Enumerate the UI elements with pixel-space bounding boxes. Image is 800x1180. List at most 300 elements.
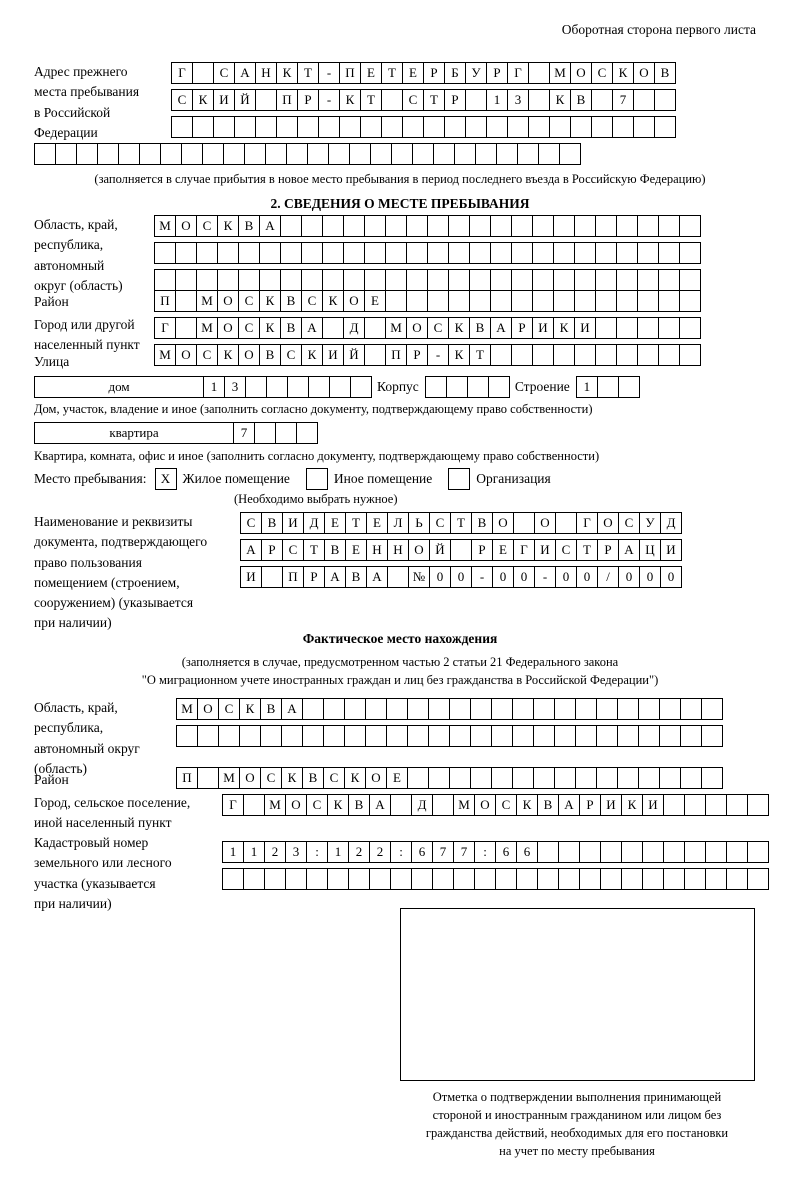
form-cell[interactable]: В	[570, 89, 592, 111]
actual-region-row-2[interactable]	[176, 725, 722, 747]
form-cell[interactable]	[533, 725, 555, 747]
form-cell[interactable]	[490, 215, 512, 237]
form-cell[interactable]	[175, 290, 197, 312]
form-cell[interactable]: К	[217, 344, 239, 366]
form-cell[interactable]: А	[366, 566, 388, 588]
form-cell[interactable]	[301, 269, 323, 291]
street-row[interactable]	[154, 344, 700, 366]
form-cell[interactable]	[726, 841, 748, 863]
form-cell[interactable]	[306, 868, 328, 890]
form-cell[interactable]	[616, 242, 638, 264]
region-row-2[interactable]	[154, 242, 700, 264]
form-cell[interactable]	[575, 698, 597, 720]
form-cell[interactable]	[637, 269, 659, 291]
form-cell[interactable]: 0	[492, 566, 514, 588]
form-cell[interactable]	[448, 215, 470, 237]
form-cell[interactable]: В	[537, 794, 559, 816]
form-cell[interactable]	[254, 422, 276, 444]
form-cell[interactable]	[301, 242, 323, 264]
region-row-1[interactable]	[154, 215, 700, 237]
form-cell[interactable]	[596, 767, 618, 789]
form-cell[interactable]	[281, 725, 303, 747]
form-cell[interactable]: А	[558, 794, 580, 816]
form-cell[interactable]	[680, 767, 702, 789]
form-cell[interactable]: И	[532, 317, 554, 339]
form-cell[interactable]: К	[344, 767, 366, 789]
form-cell[interactable]: О	[175, 344, 197, 366]
form-cell[interactable]	[747, 794, 769, 816]
form-cell[interactable]	[427, 290, 449, 312]
form-cell[interactable]	[726, 868, 748, 890]
form-cell[interactable]: №	[408, 566, 430, 588]
form-cell[interactable]: С	[196, 215, 218, 237]
form-cell[interactable]: Т	[423, 89, 445, 111]
form-cell[interactable]: И	[282, 512, 304, 534]
form-cell[interactable]	[638, 767, 660, 789]
form-cell[interactable]: В	[324, 539, 346, 561]
form-cell[interactable]	[663, 794, 685, 816]
form-cell[interactable]: С	[196, 344, 218, 366]
form-cell[interactable]	[76, 143, 98, 165]
form-cell[interactable]: Б	[444, 62, 466, 84]
form-cell[interactable]	[448, 269, 470, 291]
form-cell[interactable]	[364, 242, 386, 264]
form-cell[interactable]: М	[196, 317, 218, 339]
form-cell[interactable]	[659, 725, 681, 747]
region-row-3[interactable]	[154, 269, 700, 291]
form-cell[interactable]	[511, 269, 533, 291]
form-cell[interactable]	[554, 725, 576, 747]
form-cell[interactable]: М	[549, 62, 571, 84]
form-cell[interactable]: :	[390, 841, 412, 863]
form-cell[interactable]: В	[280, 290, 302, 312]
form-cell[interactable]	[574, 242, 596, 264]
form-cell[interactable]	[538, 143, 560, 165]
form-cell[interactable]: К	[339, 89, 361, 111]
form-cell[interactable]	[364, 215, 386, 237]
form-cell[interactable]: Г	[513, 539, 535, 561]
form-cell[interactable]: Т	[469, 344, 491, 366]
form-cell[interactable]: И	[322, 344, 344, 366]
form-cell[interactable]	[553, 215, 575, 237]
form-cell[interactable]: О	[285, 794, 307, 816]
form-cell[interactable]: О	[343, 290, 365, 312]
form-cell[interactable]: С	[429, 512, 451, 534]
form-cell[interactable]	[553, 242, 575, 264]
form-cell[interactable]	[275, 422, 297, 444]
form-cell[interactable]: М	[218, 767, 240, 789]
form-cell[interactable]	[244, 143, 266, 165]
form-cell[interactable]: В	[238, 215, 260, 237]
form-cell[interactable]	[490, 242, 512, 264]
form-cell[interactable]	[302, 725, 324, 747]
district-row[interactable]	[154, 290, 700, 312]
form-cell[interactable]: К	[549, 89, 571, 111]
form-cell[interactable]: Р	[303, 566, 325, 588]
form-cell[interactable]: К	[239, 698, 261, 720]
form-cell[interactable]	[633, 116, 655, 138]
form-cell[interactable]: 0	[618, 566, 640, 588]
form-cell[interactable]: В	[302, 767, 324, 789]
form-cell[interactable]: :	[474, 841, 496, 863]
form-cell[interactable]	[323, 725, 345, 747]
form-cell[interactable]	[705, 868, 727, 890]
form-cell[interactable]	[350, 376, 372, 398]
form-cell[interactable]: Т	[297, 62, 319, 84]
form-cell[interactable]	[239, 725, 261, 747]
form-cell[interactable]: Т	[576, 539, 598, 561]
form-cell[interactable]	[679, 317, 701, 339]
form-cell[interactable]	[684, 868, 706, 890]
form-cell[interactable]	[446, 376, 468, 398]
form-cell[interactable]: Ь	[408, 512, 430, 534]
form-cell[interactable]	[55, 143, 77, 165]
form-cell[interactable]: Г	[222, 794, 244, 816]
form-cell[interactable]	[390, 794, 412, 816]
form-cell[interactable]: О	[197, 698, 219, 720]
form-cell[interactable]: 6	[411, 841, 433, 863]
form-cell[interactable]	[574, 344, 596, 366]
form-cell[interactable]: А	[618, 539, 640, 561]
form-cell[interactable]	[532, 215, 554, 237]
form-cell[interactable]	[554, 767, 576, 789]
form-cell[interactable]: С	[218, 698, 240, 720]
form-cell[interactable]	[364, 269, 386, 291]
form-cell[interactable]	[280, 242, 302, 264]
form-cell[interactable]: В	[259, 344, 281, 366]
form-cell[interactable]	[465, 116, 487, 138]
form-cell[interactable]	[369, 868, 391, 890]
form-cell[interactable]: С	[555, 539, 577, 561]
form-cell[interactable]: К	[322, 290, 344, 312]
form-cell[interactable]	[574, 290, 596, 312]
form-cell[interactable]	[549, 116, 571, 138]
form-cell[interactable]	[701, 767, 723, 789]
form-cell[interactable]	[301, 215, 323, 237]
form-cell[interactable]	[595, 344, 617, 366]
form-cell[interactable]	[323, 698, 345, 720]
form-cell[interactable]	[343, 242, 365, 264]
korpus-cells[interactable]	[425, 376, 509, 398]
form-cell[interactable]	[176, 725, 198, 747]
form-cell[interactable]	[658, 242, 680, 264]
form-cell[interactable]: Т	[360, 89, 382, 111]
form-cell[interactable]	[322, 215, 344, 237]
form-cell[interactable]	[617, 725, 639, 747]
form-cell[interactable]	[349, 143, 371, 165]
form-cell[interactable]: С	[301, 290, 323, 312]
form-cell[interactable]: Е	[492, 539, 514, 561]
form-cell[interactable]: 0	[639, 566, 661, 588]
form-cell[interactable]	[469, 269, 491, 291]
form-cell[interactable]	[654, 116, 676, 138]
form-cell[interactable]	[407, 725, 429, 747]
form-cell[interactable]: В	[280, 317, 302, 339]
form-cell[interactable]	[558, 841, 580, 863]
form-cell[interactable]	[245, 376, 267, 398]
form-cell[interactable]: 6	[516, 841, 538, 863]
form-cell[interactable]: С	[260, 767, 282, 789]
form-cell[interactable]	[642, 841, 664, 863]
form-cell[interactable]: Е	[360, 62, 382, 84]
form-cell[interactable]	[343, 269, 365, 291]
form-cell[interactable]	[217, 242, 239, 264]
form-cell[interactable]: Д	[303, 512, 325, 534]
form-cell[interactable]: 0	[576, 566, 598, 588]
form-cell[interactable]: Н	[387, 539, 409, 561]
form-cell[interactable]	[591, 116, 613, 138]
form-cell[interactable]	[407, 698, 429, 720]
form-cell[interactable]	[516, 868, 538, 890]
form-cell[interactable]	[385, 290, 407, 312]
form-cell[interactable]: И	[240, 566, 262, 588]
form-cell[interactable]: 7	[432, 841, 454, 863]
form-cell[interactable]	[243, 868, 265, 890]
prev-address-row-1[interactable]	[171, 62, 675, 84]
form-cell[interactable]: /	[597, 566, 619, 588]
form-cell[interactable]: И	[574, 317, 596, 339]
form-cell[interactable]	[432, 868, 454, 890]
form-cell[interactable]: Р	[444, 89, 466, 111]
form-cell[interactable]: С	[282, 539, 304, 561]
form-cell[interactable]: Р	[579, 794, 601, 816]
form-cell[interactable]	[621, 868, 643, 890]
house-cells[interactable]	[203, 376, 371, 398]
form-cell[interactable]	[318, 116, 340, 138]
form-cell[interactable]: 7	[233, 422, 255, 444]
form-cell[interactable]	[197, 725, 219, 747]
form-cell[interactable]: И	[660, 539, 682, 561]
form-cell[interactable]	[679, 290, 701, 312]
form-cell[interactable]: О	[534, 512, 556, 534]
form-cell[interactable]	[553, 344, 575, 366]
form-cell[interactable]	[528, 89, 550, 111]
form-cell[interactable]: М	[453, 794, 475, 816]
form-cell[interactable]	[406, 215, 428, 237]
form-cell[interactable]	[423, 116, 445, 138]
form-cell[interactable]: Е	[366, 512, 388, 534]
form-cell[interactable]	[266, 376, 288, 398]
form-cell[interactable]	[654, 89, 676, 111]
form-cell[interactable]	[597, 376, 619, 398]
form-cell[interactable]	[747, 841, 769, 863]
form-cell[interactable]: Д	[411, 794, 433, 816]
form-cell[interactable]	[659, 767, 681, 789]
form-cell[interactable]: А	[490, 317, 512, 339]
form-cell[interactable]	[175, 269, 197, 291]
form-cell[interactable]: П	[282, 566, 304, 588]
form-cell[interactable]	[322, 269, 344, 291]
form-cell[interactable]	[684, 841, 706, 863]
form-cell[interactable]	[218, 725, 240, 747]
cadastral-row-2[interactable]	[222, 868, 768, 890]
form-cell[interactable]: 1	[222, 841, 244, 863]
form-cell[interactable]	[532, 242, 554, 264]
form-cell[interactable]: А	[240, 539, 262, 561]
actual-district-row[interactable]	[176, 767, 722, 789]
form-cell[interactable]	[637, 290, 659, 312]
form-cell[interactable]	[171, 116, 193, 138]
form-cell[interactable]: Т	[345, 512, 367, 534]
form-cell[interactable]: К	[281, 767, 303, 789]
form-cell[interactable]	[579, 841, 601, 863]
form-cell[interactable]	[512, 725, 534, 747]
form-cell[interactable]	[705, 794, 727, 816]
form-cell[interactable]	[197, 767, 219, 789]
form-cell[interactable]	[238, 242, 260, 264]
form-cell[interactable]	[259, 269, 281, 291]
form-cell[interactable]	[637, 317, 659, 339]
form-cell[interactable]	[390, 868, 412, 890]
form-cell[interactable]: М	[264, 794, 286, 816]
form-cell[interactable]: Е	[345, 539, 367, 561]
form-cell[interactable]	[427, 269, 449, 291]
form-cell[interactable]	[600, 841, 622, 863]
form-cell[interactable]	[595, 317, 617, 339]
form-cell[interactable]	[118, 143, 140, 165]
form-cell[interactable]: 1	[576, 376, 598, 398]
form-cell[interactable]: А	[369, 794, 391, 816]
form-cell[interactable]	[528, 116, 550, 138]
form-cell[interactable]: В	[348, 794, 370, 816]
form-cell[interactable]	[595, 215, 617, 237]
form-cell[interactable]	[243, 794, 265, 816]
form-cell[interactable]: 7	[453, 841, 475, 863]
form-cell[interactable]	[175, 317, 197, 339]
form-cell[interactable]	[642, 868, 664, 890]
form-cell[interactable]	[260, 725, 282, 747]
form-cell[interactable]: К	[612, 62, 634, 84]
form-cell[interactable]	[612, 116, 634, 138]
form-cell[interactable]: -	[427, 344, 449, 366]
form-cell[interactable]	[261, 566, 283, 588]
form-cell[interactable]: К	[259, 290, 281, 312]
form-cell[interactable]	[286, 143, 308, 165]
form-cell[interactable]	[470, 767, 492, 789]
form-cell[interactable]: О	[474, 794, 496, 816]
form-cell[interactable]: У	[465, 62, 487, 84]
form-cell[interactable]: Ц	[639, 539, 661, 561]
form-cell[interactable]	[558, 868, 580, 890]
form-cell[interactable]: 7	[612, 89, 634, 111]
form-cell[interactable]: М	[154, 344, 176, 366]
form-cell[interactable]: С	[213, 62, 235, 84]
form-cell[interactable]	[327, 868, 349, 890]
form-cell[interactable]	[287, 376, 309, 398]
form-cell[interactable]: М	[176, 698, 198, 720]
form-cell[interactable]	[411, 868, 433, 890]
form-cell[interactable]	[433, 143, 455, 165]
form-cell[interactable]	[517, 143, 539, 165]
form-cell[interactable]	[532, 269, 554, 291]
form-cell[interactable]	[726, 794, 748, 816]
form-cell[interactable]: А	[259, 215, 281, 237]
form-cell[interactable]	[381, 89, 403, 111]
form-cell[interactable]	[175, 242, 197, 264]
form-cell[interactable]: К	[621, 794, 643, 816]
form-cell[interactable]: П	[176, 767, 198, 789]
form-cell[interactable]	[406, 269, 428, 291]
document-row-2[interactable]	[240, 539, 681, 561]
form-cell[interactable]	[322, 317, 344, 339]
form-cell[interactable]	[658, 290, 680, 312]
form-cell[interactable]: И	[213, 89, 235, 111]
form-cell[interactable]	[570, 116, 592, 138]
form-cell[interactable]	[343, 215, 365, 237]
form-cell[interactable]: Г	[507, 62, 529, 84]
form-cell[interactable]	[364, 317, 386, 339]
form-cell[interactable]: Р	[297, 89, 319, 111]
form-cell[interactable]	[365, 698, 387, 720]
form-cell[interactable]	[196, 269, 218, 291]
form-cell[interactable]	[385, 215, 407, 237]
form-cell[interactable]	[475, 143, 497, 165]
form-cell[interactable]	[223, 143, 245, 165]
form-cell[interactable]: О	[406, 317, 428, 339]
form-cell[interactable]	[425, 376, 447, 398]
form-cell[interactable]: Н	[255, 62, 277, 84]
form-cell[interactable]	[465, 89, 487, 111]
city-row-1[interactable]	[154, 317, 700, 339]
form-cell[interactable]	[428, 725, 450, 747]
prev-address-row-2[interactable]	[171, 89, 675, 111]
form-cell[interactable]: :	[306, 841, 328, 863]
form-cell[interactable]	[658, 269, 680, 291]
form-cell[interactable]	[680, 725, 702, 747]
form-cell[interactable]	[575, 767, 597, 789]
form-cell[interactable]: О	[408, 539, 430, 561]
form-cell[interactable]	[344, 725, 366, 747]
form-cell[interactable]	[574, 215, 596, 237]
form-cell[interactable]	[234, 116, 256, 138]
form-cell[interactable]	[658, 344, 680, 366]
stroenie-cells[interactable]	[576, 376, 639, 398]
form-cell[interactable]: Д	[343, 317, 365, 339]
form-cell[interactable]: 6	[495, 841, 517, 863]
form-cell[interactable]: 3	[507, 89, 529, 111]
form-cell[interactable]: А	[234, 62, 256, 84]
form-cell[interactable]	[532, 290, 554, 312]
form-cell[interactable]: П	[339, 62, 361, 84]
place-type-residential-checkbox[interactable]: X	[155, 468, 177, 490]
form-cell[interactable]	[658, 215, 680, 237]
form-cell[interactable]	[428, 698, 450, 720]
form-cell[interactable]: О	[365, 767, 387, 789]
form-cell[interactable]	[406, 290, 428, 312]
form-cell[interactable]	[259, 242, 281, 264]
form-cell[interactable]: С	[238, 317, 260, 339]
form-cell[interactable]	[528, 62, 550, 84]
form-cell[interactable]	[490, 344, 512, 366]
form-cell[interactable]	[618, 376, 640, 398]
form-cell[interactable]	[486, 116, 508, 138]
form-cell[interactable]: О	[492, 512, 514, 534]
form-cell[interactable]	[474, 868, 496, 890]
form-cell[interactable]: Т	[450, 512, 472, 534]
form-cell[interactable]	[285, 868, 307, 890]
form-cell[interactable]	[469, 242, 491, 264]
form-cell[interactable]: И	[642, 794, 664, 816]
form-cell[interactable]: -	[471, 566, 493, 588]
form-cell[interactable]	[555, 512, 577, 534]
form-cell[interactable]	[386, 698, 408, 720]
form-cell[interactable]	[621, 841, 643, 863]
form-cell[interactable]: 1	[486, 89, 508, 111]
form-cell[interactable]: 0	[660, 566, 682, 588]
form-cell[interactable]	[496, 143, 518, 165]
form-cell[interactable]: К	[448, 317, 470, 339]
form-cell[interactable]	[559, 143, 581, 165]
